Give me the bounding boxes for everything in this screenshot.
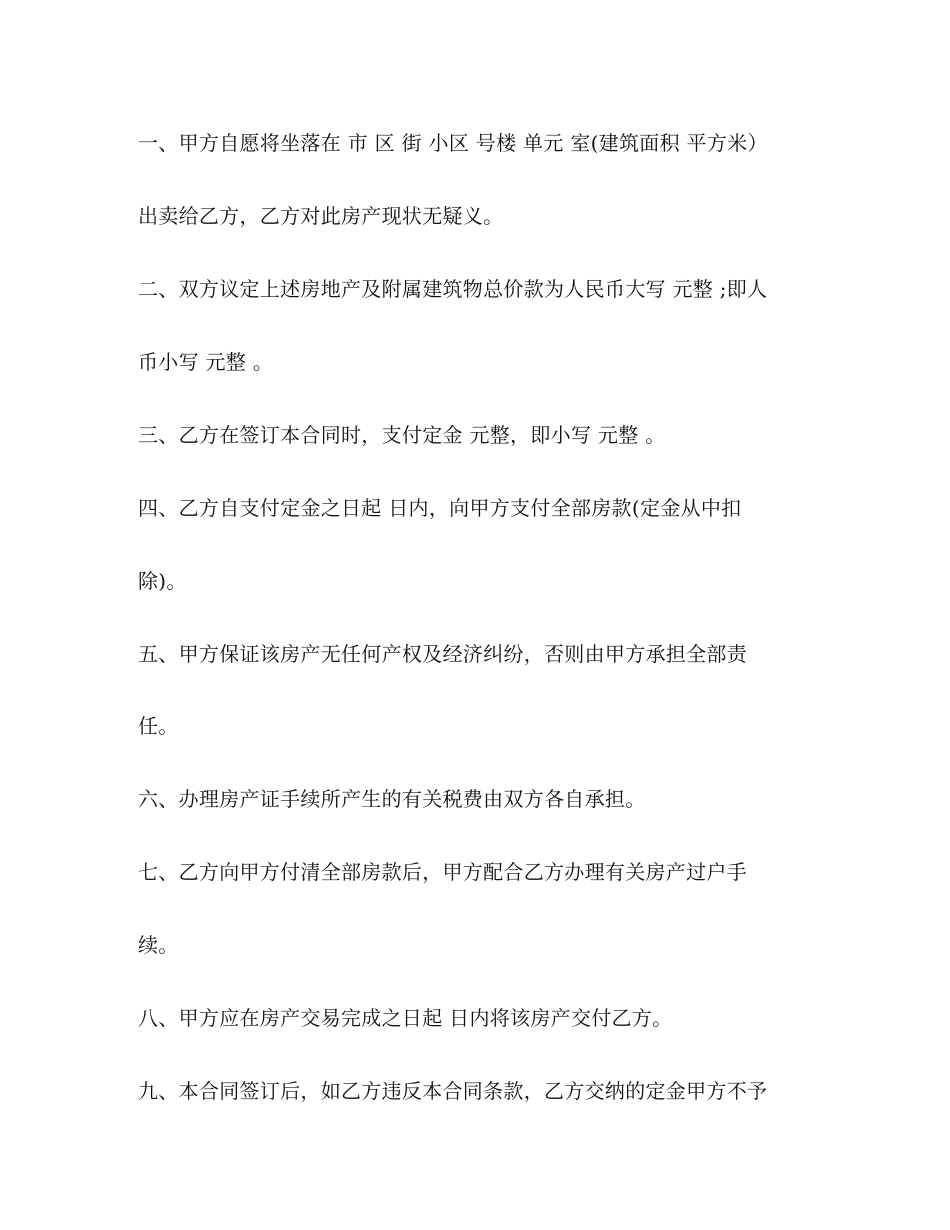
clause-7-line-1: 七、乙方向甲方付清全部房款后，甲方配合乙方办理有关房产过户手: [138, 860, 747, 884]
clause-5-line-1: 五、甲方保证该房产无任何产权及经济纠纷，否则由甲方承担全部责: [138, 642, 747, 666]
clause-3-line-1: 三、乙方在签订本合同时，支付定金 元整，即小写 元整 。: [138, 423, 666, 447]
clause-9-line-1: 九、本合同签订后，如乙方违反本合同条款，乙方交纳的定金甲方不予: [138, 1079, 768, 1103]
clause-4-line-2: 除)。: [138, 569, 187, 593]
clause-8-line-1: 八、甲方应在房产交易完成之日起 日内将该房产交付乙方。: [138, 1006, 673, 1030]
clause-7-line-2: 续。: [138, 933, 179, 957]
clause-1-line-2: 出卖给乙方，乙方对此房产现状无疑义。: [138, 204, 504, 228]
clause-1-line-1: 一、甲方自愿将坐落在 市 区 街 小区 号楼 单元 室(建筑面积 平方米）: [138, 131, 768, 155]
clause-4-line-1: 四、乙方自支付定金之日起 日内，向甲方支付全部房款(定金从中扣: [138, 496, 742, 520]
clause-6-line-1: 六、办理房产证手续所产生的有关税费由双方各自承担。: [138, 787, 646, 811]
clause-2-line-2: 币小写 元整 。: [138, 350, 274, 374]
clause-2-line-1: 二、双方议定上述房地产及附属建筑物总价款为人民币大写 元整 ;即人: [138, 277, 768, 301]
clause-5-line-2: 任。: [138, 714, 179, 738]
